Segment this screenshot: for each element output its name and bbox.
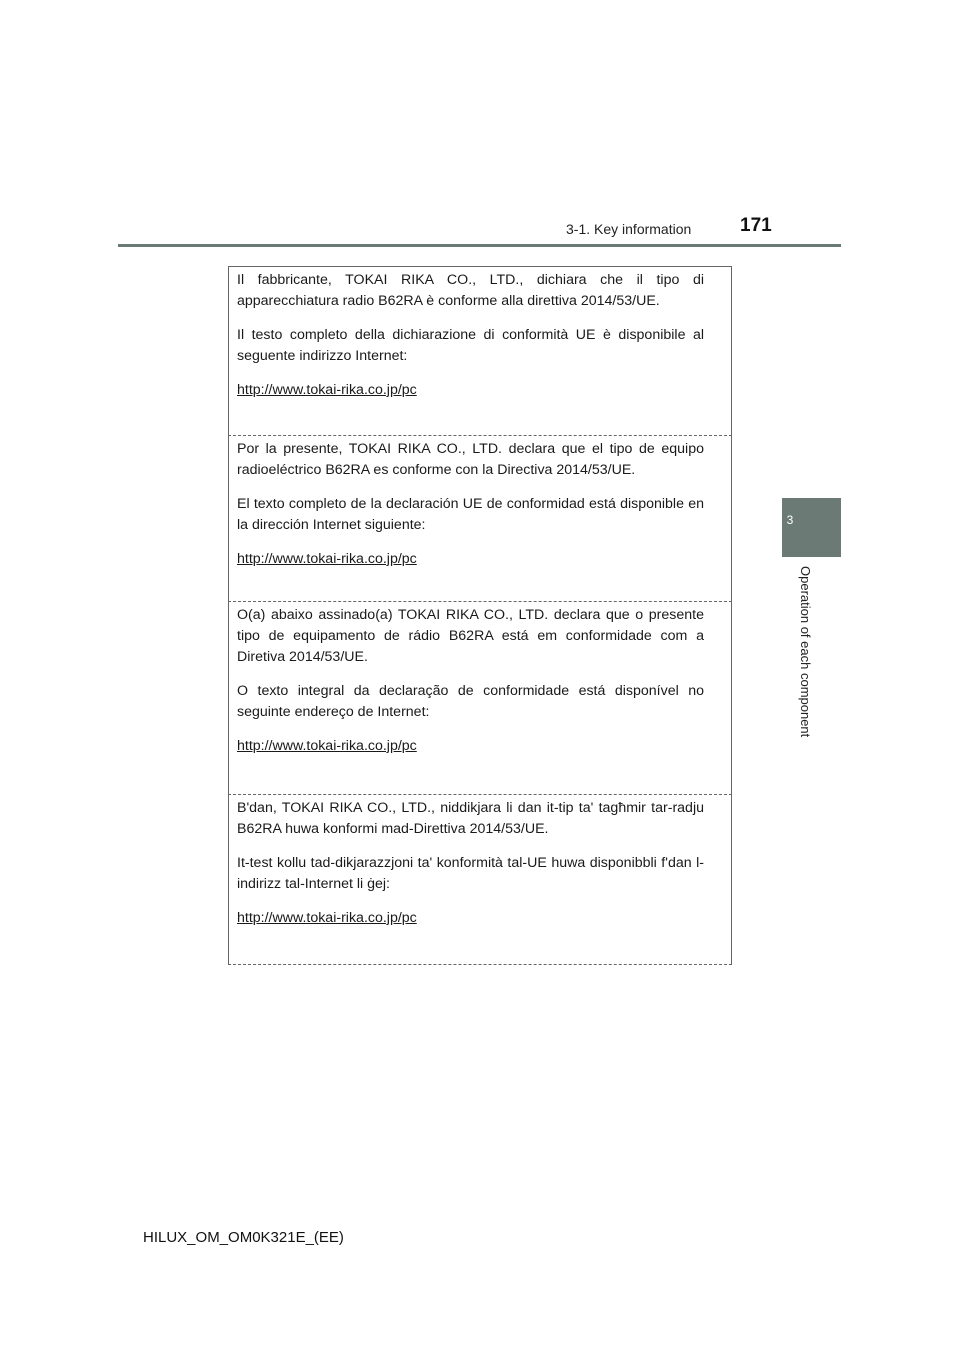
- section-title: 3-1. Key information: [566, 221, 692, 237]
- declaration-link[interactable]: http://www.tokai-rika.co.jp/pc: [237, 551, 417, 567]
- document-code: HILUX_OM_OM0K321E_(EE): [143, 1229, 344, 1246]
- declaration-maltese: [228, 795, 732, 965]
- declaration-availability: It-test kollu tad-dikjarazzjoni ta' konformità tal-UE huwa disponibbli f'dan l-indirizz tal-Internet li ġej:: [237, 855, 704, 892]
- header-divider: [118, 244, 841, 247]
- declaration-availability: O texto integral da declaração de conformidade está disponível no seguinte endereço de Internet:: [237, 683, 704, 720]
- declaration-italian: [228, 266, 732, 436]
- chapter-tab[interactable]: [782, 498, 841, 557]
- declaration-link[interactable]: http://www.tokai-rika.co.jp/pc: [237, 910, 417, 926]
- declaration-portuguese: [228, 602, 732, 795]
- declaration-statement: Por la presente, TOKAI RIKA CO., LTD. declara que el tipo de equipo radioeléctrico B62RA es conforme con la Directiva 2014/53/UE.: [237, 441, 704, 478]
- declaration-statement: B'dan, TOKAI RIKA CO., LTD., niddikjara li dan it-tip ta' tagħmir tar-radju B62RA huwa konformi mad-Direttiva 2014/53/UE.: [237, 800, 704, 837]
- declaration-link[interactable]: http://www.tokai-rika.co.jp/pc: [237, 382, 417, 398]
- declaration-availability: Il testo completo della dichiarazione di conformità UE è disponibile al seguente indirizzo Internet:: [237, 327, 704, 364]
- chapter-number: 3: [786, 513, 794, 527]
- page-number: 171: [740, 215, 772, 236]
- declaration-spanish: [228, 436, 732, 602]
- declaration-availability: El texto completo de la declaración UE de conformidad está disponible en la dirección Internet siguiente:: [237, 496, 704, 533]
- declaration-statement: Il fabbricante, TOKAI RIKA CO., LTD., dichiara che il tipo di apparecchiatura radio B62RA è conforme alla direttiva 2014/53/UE.: [237, 272, 704, 309]
- declaration-statement: O(a) abaixo assinado(a) TOKAI RIKA CO., LTD. declara que o presente tipo de equipamento de rádio B62RA está em conformidade com a Diretiva 2014/53/UE.: [237, 607, 704, 665]
- declaration-link[interactable]: http://www.tokai-rika.co.jp/pc: [237, 738, 417, 754]
- chapter-caption: Operation of each component: [798, 566, 813, 738]
